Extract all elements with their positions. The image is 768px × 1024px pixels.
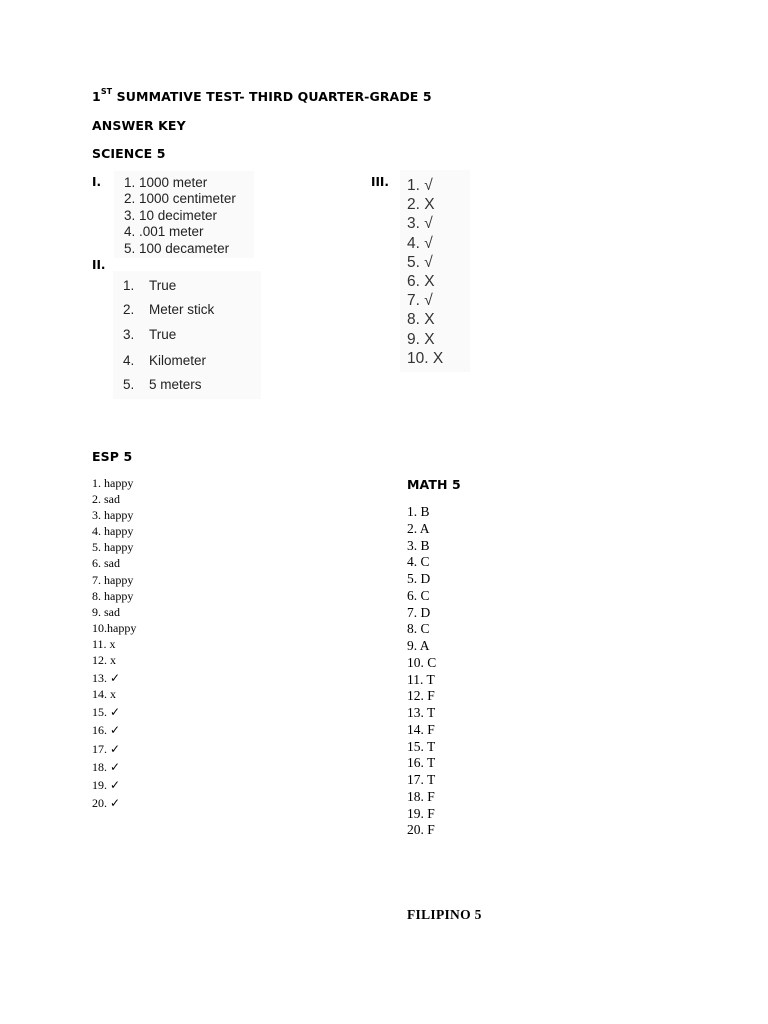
list-item: 4. √ [407, 234, 433, 252]
list-item: 6. X [407, 273, 435, 291]
list-item: 17. ✓ [92, 741, 121, 756]
list-item: 3. happy [92, 508, 134, 523]
part-two-list [123, 278, 263, 398]
list-item: 12. x [92, 653, 116, 668]
list-item: 18. F [407, 788, 435, 804]
list-item: 6. C [407, 587, 430, 603]
list-item: 1. B [407, 504, 430, 519]
list-item: 2. sad [92, 492, 120, 507]
filipino-heading: FILIPINO 5 [407, 907, 482, 922]
answer-key-subtitle: ANSWER KEY [92, 118, 186, 133]
part-two-label: II. [92, 258, 106, 272]
list-item: 18. ✓ [92, 759, 121, 774]
list-item: 6. sad [92, 556, 120, 571]
list-item: 5. happy [92, 540, 134, 555]
list-item: 4. .001 meter [124, 224, 204, 240]
esp-heading: ESP 5 [92, 449, 133, 464]
part-one-list [124, 175, 236, 257]
list-item: 9. X [407, 330, 435, 348]
list-item: 2. X [407, 196, 435, 214]
list-item: 13. T [407, 705, 436, 720]
list-item: 2. Meter stick [123, 302, 215, 317]
esp-list [92, 475, 136, 811]
list-item: 16. T [407, 755, 436, 771]
list-item: 10.happy [92, 620, 137, 635]
list-item: 7. √ [407, 292, 433, 310]
list-item: 10. X [407, 349, 444, 367]
list-item: 9. A [407, 638, 430, 653]
list-item: 5. D [407, 571, 431, 586]
part-three-label: III. [371, 175, 389, 189]
list-item: 3. True [123, 327, 177, 342]
list-item: 19. F [407, 805, 435, 821]
science-heading: SCIENCE 5 [92, 146, 166, 161]
list-item: 1. 1000 meter [124, 175, 208, 190]
math-heading: MATH 5 [407, 477, 461, 492]
list-item: 15. T [407, 738, 436, 754]
part-three-list [407, 176, 443, 368]
list-item: 3. B [407, 537, 430, 553]
list-item: 16. ✓ [92, 723, 121, 738]
list-item: 12. F [407, 688, 435, 704]
list-item: 7. happy [92, 572, 134, 587]
list-item: 20. F [407, 822, 435, 838]
math-list [407, 504, 436, 839]
list-item: 8. X [407, 311, 435, 329]
list-item: 4. happy [92, 524, 134, 539]
list-item: 1. happy [92, 476, 134, 490]
list-item: 7. D [407, 604, 431, 620]
list-item: 8. C [407, 621, 430, 637]
list-item: 3. √ [407, 215, 433, 233]
list-item: 10. C [407, 654, 437, 670]
list-item: 5. 5 meters [123, 377, 202, 392]
list-item: 13. ✓ [92, 671, 121, 686]
list-item: 4. C [407, 554, 430, 570]
list-item: 14. x [92, 687, 116, 702]
list-item: 17. T [407, 772, 436, 787]
list-item: 15. ✓ [92, 705, 121, 720]
list-item: 11. x [92, 636, 116, 651]
list-item: 4. Kilometer [123, 353, 207, 368]
part-one-label: I. [92, 175, 102, 189]
list-item: 2. A [407, 520, 430, 536]
list-item: 20. ✓ [92, 795, 121, 810]
list-item: 19. ✓ [92, 777, 121, 792]
list-item: 2. 1000 centimeter [124, 191, 236, 207]
list-item: 3. 10 decimeter [124, 207, 218, 223]
list-item: 11. T [407, 671, 435, 687]
list-item: 1. √ [407, 177, 433, 194]
list-item: 1. True [123, 278, 177, 293]
list-item: 14. F [407, 721, 435, 737]
list-item: 9. sad [92, 604, 120, 619]
list-item: 5. √ [407, 253, 433, 271]
page-title: 1ST SUMMATIVE TEST- THIRD QUARTER-GRADE 5 [92, 87, 432, 104]
list-item: 8. happy [92, 588, 134, 603]
list-item: 5. 100 decameter [124, 240, 230, 256]
